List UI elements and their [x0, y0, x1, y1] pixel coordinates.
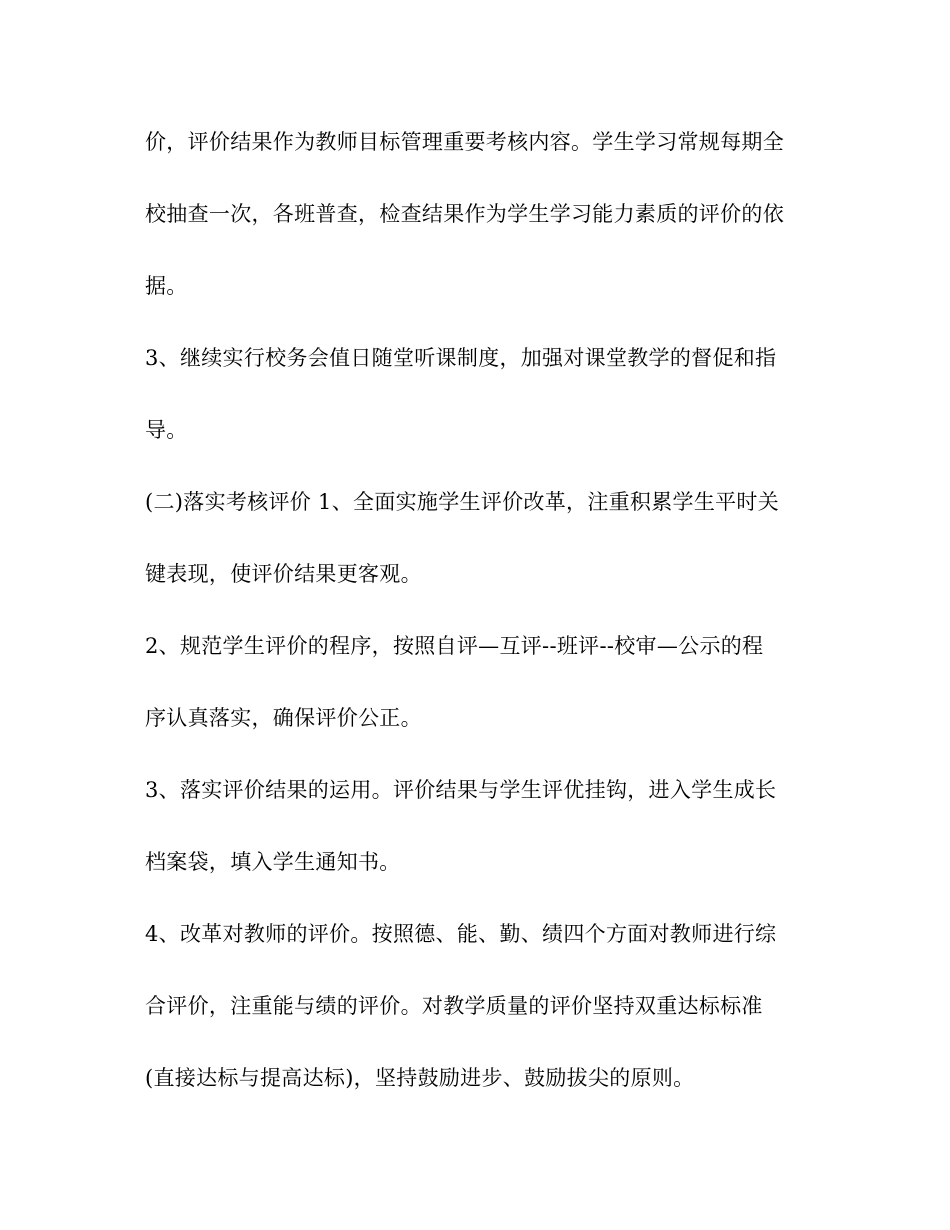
paragraph-line: (直接达标与提高达标)，坚持鼓励进步、鼓励拔尖的原则。: [145, 1066, 695, 1090]
paragraph-line: 3、落实评价结果的运用。评价结果与学生评优挂钩，进入学生成长: [145, 778, 777, 802]
paragraph-line: 4、改革对教师的评价。按照德、能、勤、绩四个方面对教师进行综: [145, 922, 777, 946]
paragraph-line: 键表现，使评价结果更客观。: [145, 562, 422, 586]
paragraph-line: 档案袋，填入学生通知书。: [145, 850, 401, 874]
paragraph-line: (二)落实考核评价 1、全面实施学生评价改革，注重积累学生平时关: [145, 490, 780, 514]
paragraph-line: 2、规范学生评价的程序，按照自评—互评--班评--校审—公示的程: [145, 634, 764, 658]
paragraph-line: 合评价，注重能与绩的评价。对教学质量的评价坚持双重达标标准: [145, 994, 763, 1018]
paragraph-line: 据。: [145, 274, 188, 298]
paragraph-line: 导。: [145, 418, 188, 442]
paragraph-line: 价，评价结果作为教师目标管理重要考核内容。学生学习常规每期全: [145, 130, 784, 154]
paragraph-line: 序认真落实，确保评价公正。: [145, 706, 422, 730]
paragraph-line: 3、继续实行校务会值日随堂听课制度，加强对课堂教学的督促和指: [145, 346, 777, 370]
paragraph-line: 校抽查一次，各班普查，检查结果作为学生学习能力素质的评价的依: [145, 202, 784, 226]
